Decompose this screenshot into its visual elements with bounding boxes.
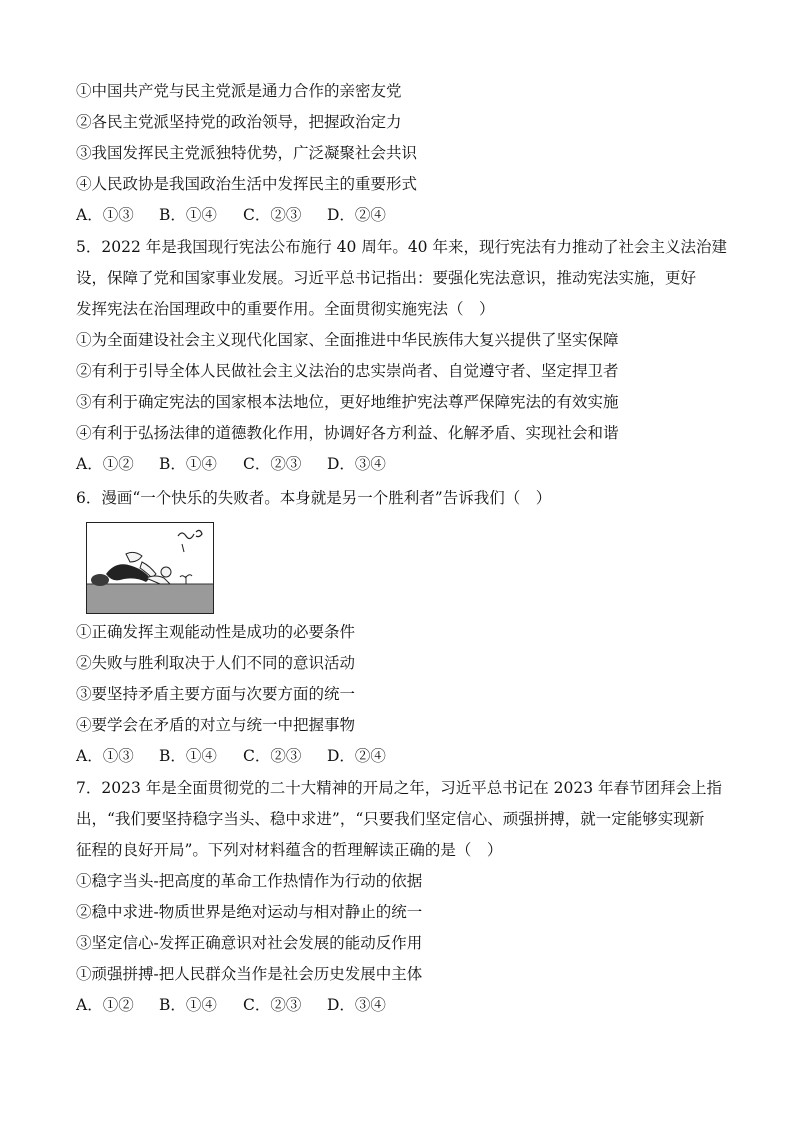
q7-option-a[interactable]: A．①② (76, 996, 134, 1014)
q4-option-d[interactable]: D．②④ (327, 206, 386, 224)
q4-item-1: ①中国共产党与民主党派是通力合作的亲密友党 (76, 82, 402, 100)
q5-option-a[interactable]: A．①② (76, 455, 134, 473)
q5-item-2: ②有利于引导全体人民做社会主义法治的忠实崇尚者、自觉遵守者、坚定捍卫者 (76, 362, 619, 380)
q6-item-1: ①正确发挥主观能动性是成功的必要条件 (76, 623, 356, 641)
q6-option-c[interactable]: C．②③ (243, 747, 302, 765)
q4-options (76, 205, 726, 225)
q7-option-d[interactable]: D．③④ (327, 996, 386, 1014)
q5-option-b[interactable]: B．①④ (159, 455, 217, 473)
q7-stem-line-1: 7．2023 年是全面贯彻党的二十大精神的开局之年，习近平总书记在 2023 年春节团拜会上指 (76, 779, 723, 797)
q5-stem-line-2: 设，保障了党和国家事业发展。习近平总书记指出：要强化宪法意识，推动宪法实施，更好 (76, 269, 697, 287)
q4-option-a[interactable]: A．①③ (76, 206, 134, 224)
q7-option-c[interactable]: C．②③ (243, 996, 302, 1014)
q4-option-c[interactable]: C．②③ (243, 206, 302, 224)
q4-item-4: ④人民政协是我国政治生活中发挥民主的重要形式 (76, 175, 418, 193)
q7-stem-line-3: 征程的良好开局”。下列对材料蕴含的哲理解读正确的是（ ） (76, 841, 503, 859)
q4-option-b[interactable]: B．①④ (159, 206, 217, 224)
q7-option-b[interactable]: B．①④ (159, 996, 217, 1014)
q6-option-a[interactable]: A．①③ (76, 747, 134, 765)
q6-option-d[interactable]: D．②④ (327, 747, 386, 765)
q7-stem-line-2: 出，“我们要坚持稳字当头、稳中求进”，“只要我们坚定信心、顽强拼搏，就一定能够实现新 (76, 810, 705, 828)
q5-stem-line-3: 发挥宪法在治国理政中的重要作用。全面贯彻实施宪法（ ） (76, 300, 495, 318)
cartoon-image (86, 522, 214, 614)
q7-item-1: ①稳字当头-把高度的革命工作热情作为行动的依据 (76, 872, 423, 890)
q6-stem: 6．漫画“一个快乐的失败者。本身就是另一个胜利者”告诉我们（ ） (76, 489, 552, 507)
q7-item-2: ②稳中求进-物质世界是绝对运动与相对静止的统一 (76, 903, 423, 921)
q6-item-3: ③要坚持矛盾主要方面与次要方面的统一 (76, 685, 356, 703)
q6-option-b[interactable]: B．①④ (159, 747, 217, 765)
q5-stem-line-1: 5．2022 年是我国现行宪法公布施行 40 周年。40 年来，现行宪法有力推动了社会主义法治建 (76, 238, 727, 256)
q7-options (76, 995, 726, 1015)
q4-item-3: ③我国发挥民主党派独特优势，广泛凝聚社会共识 (76, 144, 418, 162)
q5-option-c[interactable]: C．②③ (243, 455, 302, 473)
q4-item-2: ②各民主党派坚持党的政治领导，把握政治定力 (76, 113, 402, 131)
q5-item-4: ④有利于弘扬法律的道德教化作用，协调好各方利益、化解矛盾、实现社会和谐 (76, 424, 619, 442)
q5-options (76, 454, 726, 474)
q6-options (76, 746, 726, 766)
q7-item-3: ③坚定信心-发挥正确意识对社会发展的能动反作用 (76, 934, 423, 952)
q5-option-d[interactable]: D．③④ (327, 455, 386, 473)
q6-item-2: ②失败与胜利取决于人们不同的意识活动 (76, 654, 356, 672)
q5-item-1: ①为全面建设社会主义现代化国家、全面推进中华民族伟大复兴提供了坚实保障 (76, 331, 619, 349)
q5-item-3: ③有利于确定宪法的国家根本法地位，更好地维护宪法尊严保障宪法的有效实施 (76, 393, 619, 411)
q6-item-4: ④要学会在矛盾的对立与统一中把握事物 (76, 716, 356, 734)
q7-item-4: ①顽强拼搏-把人民群众当作是社会历史发展中主体 (76, 965, 423, 983)
